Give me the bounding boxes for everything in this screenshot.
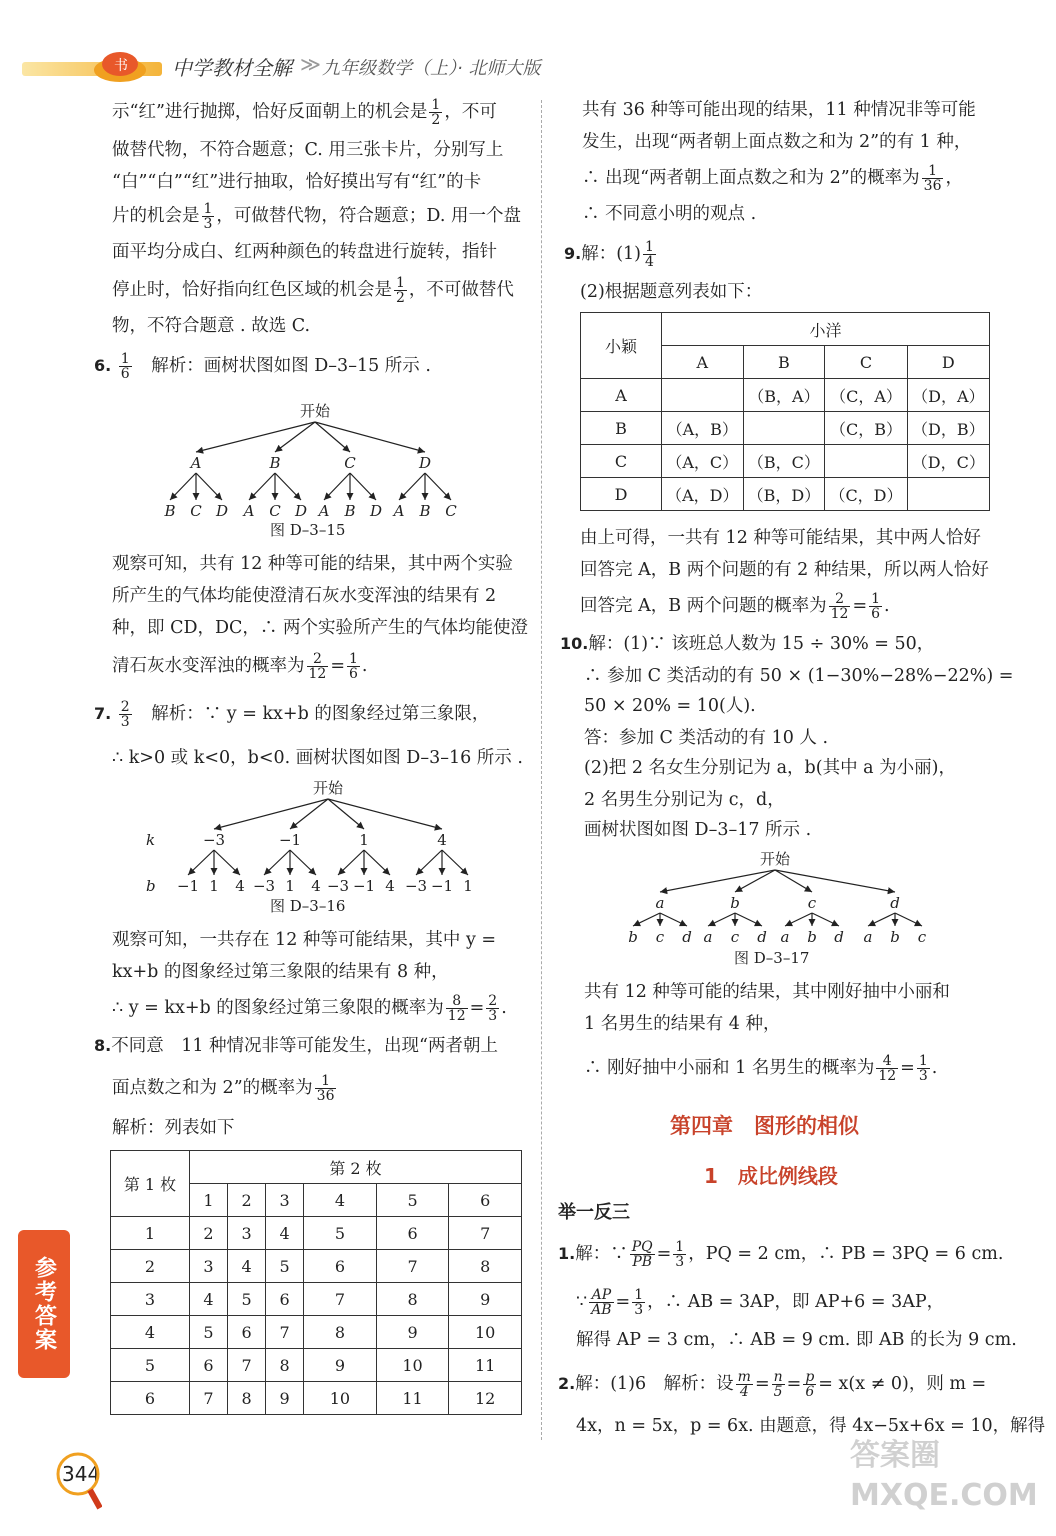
table-col-header: 1 xyxy=(190,1184,228,1217)
tree-diagram-d317 xyxy=(610,846,950,956)
table-row xyxy=(111,1349,522,1382)
fraction: $\frac{n}{5}$ xyxy=(773,1369,783,1400)
header-arrow-icon: ≫ xyxy=(300,52,321,76)
table-cell: （C，B） xyxy=(825,412,907,445)
table-cell: 5 xyxy=(190,1316,228,1349)
left-p1-line1: 示“红”进行抛掷，恰好反面朝上的机会是 $\frac{1}{2}$ ，不可 xyxy=(112,97,497,128)
q10-text1: 共有 12 种等可能的结果，其中刚好抽中小丽和 xyxy=(584,982,950,1002)
table-cell: 4 xyxy=(190,1283,228,1316)
s2-line1: 2.解：(1)6 解析：设 $\frac{m}{4}$ = $\frac{n}{5}$ = $\frac{p}{6}$ = x(x ≠ 0)，则 m = xyxy=(558,1369,987,1400)
fraction: $\frac{2}{12}$ xyxy=(830,591,849,622)
tree-branch xyxy=(249,473,275,500)
tree-leaf: c xyxy=(730,928,740,946)
q7-text2: kx+b 的图象经过第三象限的结果有 8 种， xyxy=(112,962,449,982)
q7-line: 7. $\frac{2}{3}$ 解析：∵ y = kx+b 的图象经过第三象限， xyxy=(94,699,490,730)
tree-node: C xyxy=(344,454,356,472)
header-logo-icon xyxy=(90,44,150,84)
fraction: $\frac{PQ}{PB}$ xyxy=(631,1239,653,1270)
watermark: 答案圈 MXQE.COM xyxy=(850,1438,1038,1513)
table-cell: （B，A） xyxy=(743,379,825,412)
table-cell: 11 xyxy=(376,1382,449,1415)
tree-leaf: b xyxy=(890,928,900,946)
q10-line2: ∴ 参加 C 类活动的有 50 × (1−30%−28%−22%) = xyxy=(584,666,1014,686)
tree-node: B xyxy=(269,454,281,472)
left-p1-line4: 片的机会是 $\frac{1}{3}$ ，可做替代物，符合题意；D. 用一个盘 xyxy=(112,201,521,232)
table-col-header: A xyxy=(662,346,744,379)
svg-text:书: 书 xyxy=(114,58,128,74)
table-top-header: 小洋 xyxy=(662,313,990,346)
q10-line7: 画树状图如图 D–3–17 所示 . xyxy=(584,820,812,840)
tree-node: −1 xyxy=(278,831,302,849)
table-row xyxy=(111,1382,522,1415)
fraction: $\frac{1}{3}$ xyxy=(203,201,213,232)
q6-line: 6. $\frac{1}{6}$ 解析：画树状图如图 D–3–15 所示 . xyxy=(94,351,431,382)
tree-branch xyxy=(170,473,196,500)
fraction: $\frac{2}{3}$ xyxy=(120,699,130,730)
q7-line2: ∴ k>0 或 k<0，b<0. 画树状图如图 D–3–16 所示 . xyxy=(112,748,523,768)
tree-branch xyxy=(350,473,376,500)
tree-leaf: −1 xyxy=(176,877,200,895)
magnifier-icon xyxy=(52,1452,102,1517)
table-col-header: 3 xyxy=(266,1184,304,1217)
tree-root: 开始 xyxy=(299,402,331,420)
tree-branch xyxy=(275,473,301,500)
q10-text2: 1 名男生的结果有 4 种， xyxy=(584,1014,781,1034)
tree-leaf: c xyxy=(655,928,665,946)
tree-leaf: −1 xyxy=(430,877,454,895)
tree-leaf: A xyxy=(243,502,255,520)
tree-node: 1 xyxy=(359,831,369,849)
table-cell: 10 xyxy=(449,1316,522,1349)
section-title: 1 成比例线段 xyxy=(704,1164,838,1188)
left-p1-line2: 做替代物，不符合题意；C. 用三张卡片，分别写上 xyxy=(112,140,504,160)
table-row xyxy=(581,478,990,511)
table-cell: 2 xyxy=(190,1217,228,1250)
tree-branch xyxy=(633,913,660,926)
fraction: $\frac{m}{4}$ xyxy=(737,1369,751,1400)
tree-leaf: C xyxy=(190,502,202,520)
tree-leaf: 1 xyxy=(463,877,473,895)
q6-text2: 所产生的气体均能使澄清石灰水变浑浊的结果有 2 xyxy=(112,586,497,606)
table-cell: 4 xyxy=(111,1316,190,1349)
table-cell: 7 xyxy=(304,1283,377,1316)
fraction: $\frac{2}{3}$ xyxy=(488,993,498,1024)
table-cell: 8 xyxy=(266,1349,304,1382)
tree-leaf: C xyxy=(269,502,281,520)
table-cell: 12 xyxy=(449,1382,522,1415)
q10-line3: 50 × 20% = 10(人). xyxy=(584,696,756,716)
tree-level-label: k xyxy=(146,831,156,849)
s1-line1: 1.解：∵ $\frac{PQ}{PB}$ = $\frac{1}{3}$ ，PQ = 2 cm，∴ PB = 3PQ = 6 cm. xyxy=(558,1239,1004,1270)
table-cell: 2 xyxy=(111,1250,190,1283)
fraction: $\frac{AP}{AB}$ xyxy=(591,1287,612,1318)
fraction: $\frac{1}{2}$ xyxy=(396,275,405,306)
table-cell: 8 xyxy=(228,1382,266,1415)
q9-text1: 由上可得，一共有 12 种等可能结果，其中两人恰好 xyxy=(580,528,981,548)
table-cell: （D，C） xyxy=(907,445,989,478)
table-cell xyxy=(907,478,989,511)
figure-caption-d316: 图 D–3–16 xyxy=(270,897,346,915)
tree-leaf: d xyxy=(757,928,767,946)
table-cell: （D，A） xyxy=(907,379,989,412)
table-cell: D xyxy=(581,478,662,511)
tree-leaf: D xyxy=(369,502,383,520)
tree-branch xyxy=(785,913,812,926)
table-cell: 5 xyxy=(304,1217,377,1250)
q8-analysis: 解析：列表如下 xyxy=(112,1118,235,1138)
table-corner: 第 1 枚 xyxy=(111,1151,190,1217)
table-cell: （B，C） xyxy=(743,445,825,478)
table-row xyxy=(111,1283,522,1316)
tree-leaf: C xyxy=(445,502,457,520)
table-cell: （A，B） xyxy=(662,412,744,445)
table-cell: （B，D） xyxy=(743,478,825,511)
tree-branch xyxy=(196,473,222,500)
table-cell: 4 xyxy=(266,1217,304,1250)
tree-node: b xyxy=(730,894,740,912)
q10-line4: 答：参加 C 类活动的有 10 人 . xyxy=(584,728,829,748)
tree-leaf: A xyxy=(393,502,405,520)
table-cell: 3 xyxy=(228,1217,266,1250)
table-cell: 8 xyxy=(376,1283,449,1316)
q6-text1: 观察可知，共有 12 种等可能的结果，其中两个实验 xyxy=(112,554,513,574)
table-cell: 8 xyxy=(304,1316,377,1349)
table-row xyxy=(581,379,990,412)
tree-node: 4 xyxy=(437,831,447,849)
table-row xyxy=(111,1316,522,1349)
q9-part2: (2)根据题意列表如下： xyxy=(580,282,763,302)
table-cell: 7 xyxy=(376,1250,449,1283)
tree-leaf: 4 xyxy=(385,877,395,895)
tree-leaf: 4 xyxy=(311,877,321,895)
s1-line3: 解得 AP = 3 cm，∴ AB = 9 cm. 即 AB 的长为 9 cm. xyxy=(576,1330,1017,1350)
tree-branch xyxy=(290,850,316,875)
right-p1-line1: 共有 36 种等可能出现的结果，11 种情况非等可能 xyxy=(582,100,976,120)
tree-branch xyxy=(214,850,240,875)
tree-leaf: 4 xyxy=(235,877,245,895)
q7-text1: 观察可知，一共存在 12 种等可能结果，其中 y = xyxy=(112,930,497,950)
table-cell: （D，B） xyxy=(907,412,989,445)
table-col-header: 2 xyxy=(228,1184,266,1217)
right-p1-line4: ∴ 不同意小明的观点 . xyxy=(582,204,757,224)
table-cell: 9 xyxy=(449,1283,522,1316)
table-corner: 小颖 xyxy=(581,313,662,379)
table-cell: 3 xyxy=(111,1283,190,1316)
q8-line2: 面点数之和为 2”的概率为 $\frac{1}{36}$ xyxy=(112,1073,335,1104)
fraction: $\frac{1}{6}$ xyxy=(871,591,881,622)
table-cell: A xyxy=(581,379,662,412)
tree-leaf: c xyxy=(917,928,927,946)
tree-leaf: b xyxy=(628,928,638,946)
table-cell: 6 xyxy=(111,1382,190,1415)
tree-branch xyxy=(868,913,895,926)
tree-branch xyxy=(660,870,775,892)
table-row xyxy=(111,1217,522,1250)
tree-leaf: 1 xyxy=(209,877,219,895)
tree-node: d xyxy=(890,894,900,912)
fraction: $\frac{1}{3}$ xyxy=(918,1053,928,1084)
q10-line6: 2 名男生分别记为 c，d， xyxy=(584,790,785,810)
table-cell xyxy=(743,412,825,445)
tree-leaf: D xyxy=(215,502,229,520)
fraction: $\frac{1}{36}$ xyxy=(316,1073,335,1104)
tree-branch xyxy=(895,913,922,926)
tree-branch xyxy=(338,850,364,875)
table-col-header: 6 xyxy=(449,1184,522,1217)
table-cell: 11 xyxy=(449,1349,522,1382)
tree-branch xyxy=(425,473,451,500)
right-p1-line3: ∴ 出现“两者朝上面点数之和为 2”的概率为 $\frac{1}{36}$ ， xyxy=(582,163,963,194)
tree-root: 开始 xyxy=(312,779,344,797)
figure-caption-d317: 图 D–3–17 xyxy=(734,949,810,967)
figure-caption-d315: 图 D–3–15 xyxy=(270,521,346,539)
table-cell: 7 xyxy=(228,1349,266,1382)
table-cell: 5 xyxy=(111,1349,190,1382)
fraction: $\frac{1}{4}$ xyxy=(645,239,654,270)
q10-line1: 10.解：(1)∵ 该班总人数为 15 ÷ 30% = 50， xyxy=(560,634,935,654)
tree-root: 开始 xyxy=(759,850,791,868)
tree-branch xyxy=(735,913,762,926)
table-cell: （A，D） xyxy=(662,478,744,511)
fraction: $\frac{p}{6}$ xyxy=(805,1369,815,1400)
table-cell: 1 xyxy=(111,1217,190,1250)
table-cell: B xyxy=(581,412,662,445)
tree-branch xyxy=(324,473,350,500)
table-cell: 10 xyxy=(304,1382,377,1415)
table-top-header: 第 2 枚 xyxy=(190,1151,522,1184)
left-p1-line7: 物，不符合题意 . 故选 C. xyxy=(112,316,311,336)
fraction: $\frac{8}{12}$ xyxy=(447,993,466,1024)
tree-branch xyxy=(416,850,442,875)
tree-leaf: −3 xyxy=(404,877,428,895)
tree-leaf: 1 xyxy=(285,877,295,895)
table-cell: 6 xyxy=(228,1316,266,1349)
q9-text2: 回答完 A，B 两个问题的有 2 种结果，所以两人恰好 xyxy=(580,560,989,580)
q6-text4: 清石灰水变浑浊的概率为 $\frac{2}{12}$ = $\frac{1}{6}$ . xyxy=(112,651,368,682)
tree-leaf: −1 xyxy=(352,877,376,895)
qa-table xyxy=(580,312,990,511)
table-cell: 5 xyxy=(228,1283,266,1316)
tree-leaf: B xyxy=(419,502,431,520)
table-cell xyxy=(662,379,744,412)
table-cell: 6 xyxy=(304,1250,377,1283)
table-cell: 6 xyxy=(190,1349,228,1382)
tree-leaf: D xyxy=(294,502,308,520)
left-p1-line3: “白”“白”“红”进行抽取，恰好摸出写有“红”的卡 xyxy=(112,172,482,192)
table-col-header: D xyxy=(907,346,989,379)
table-cell: 7 xyxy=(266,1316,304,1349)
table-cell: 3 xyxy=(190,1250,228,1283)
table-col-header: B xyxy=(743,346,825,379)
fraction: $\frac{2}{12}$ xyxy=(308,651,327,682)
tree-branch xyxy=(315,422,425,452)
table-col-header: 5 xyxy=(376,1184,449,1217)
fraction: $\frac{1}{3}$ xyxy=(675,1239,685,1270)
fraction: $\frac{1}{2}$ xyxy=(431,97,441,128)
left-p1-line5: 面平均分成白、红两种颜色的转盘进行旋转，指针 xyxy=(112,242,497,262)
tree-branch xyxy=(214,799,328,829)
table-cell: 5 xyxy=(266,1250,304,1283)
table-cell: （C，A） xyxy=(825,379,907,412)
column-divider xyxy=(541,100,542,1440)
side-tab: 参考答案 xyxy=(18,1230,70,1378)
fraction: $\frac{1}{36}$ xyxy=(923,163,942,194)
table-cell: 9 xyxy=(266,1382,304,1415)
table-col-header: 4 xyxy=(304,1184,377,1217)
q6-text3: 种，即 CD，DC，∴ 两个实验所产生的气体均能使澄 xyxy=(112,618,528,638)
q10-line5: (2)把 2 名女生分别记为 a，b(其中 a 为小丽)， xyxy=(584,758,956,778)
tree-node: A xyxy=(190,454,202,472)
tree-branch xyxy=(660,913,687,926)
table-cell: （C，D） xyxy=(825,478,907,511)
tree-level-label: b xyxy=(146,877,156,895)
header-brand: 中学教材全解 xyxy=(172,56,292,80)
table-cell: 8 xyxy=(449,1250,522,1283)
table-cell: 6 xyxy=(266,1283,304,1316)
tree-leaf: −3 xyxy=(252,877,276,895)
tree-leaf: −3 xyxy=(326,877,350,895)
table-cell xyxy=(825,445,907,478)
fraction: $\frac{1}{6}$ xyxy=(120,351,130,382)
tree-branch xyxy=(399,473,425,500)
tree-branch xyxy=(196,422,315,452)
chapter-title: 第四章 图形的相似 xyxy=(670,1114,859,1138)
tree-node: D xyxy=(418,454,432,472)
q8-line1: 8.不同意 11 种情况非等可能发生，出现“两者朝上 xyxy=(94,1036,498,1056)
tree-leaf: a xyxy=(780,928,790,946)
table-cell: 6 xyxy=(376,1217,449,1250)
tree-node: −3 xyxy=(202,831,226,849)
header-subtitle: 九年级数学（上）· 北师大版 xyxy=(322,58,541,79)
tree-leaf: d xyxy=(682,928,692,946)
table-row xyxy=(111,1250,522,1283)
table-cell: 10 xyxy=(376,1349,449,1382)
tree-node: c xyxy=(807,894,817,912)
q10-text3: ∴ 刚好抽中小丽和 1 名男生的概率为 $\frac{4}{12}$ = $\frac{1}{3}$ . xyxy=(584,1053,938,1084)
table-cell: （A，C） xyxy=(662,445,744,478)
tree-branch xyxy=(708,913,735,926)
q9-line: 9.解：(1) $\frac{1}{4}$ xyxy=(564,239,654,270)
tree-branch xyxy=(264,850,290,875)
tree-branch xyxy=(812,913,839,926)
table-cell: 9 xyxy=(304,1349,377,1382)
table-row xyxy=(581,445,990,478)
table-row xyxy=(581,412,990,445)
q9-text3: 回答完 A，B 两个问题的概率为 $\frac{2}{12}$ = $\frac{1}{6}$ . xyxy=(580,591,890,622)
q7-text3: ∴ y = kx+b 的图象经过第三象限的概率为 $\frac{8}{12}$ = $\frac{2}{3}$ . xyxy=(112,993,507,1024)
dice-table xyxy=(110,1150,522,1415)
left-p1-line6: 停止时，恰好指向红色区域的机会是 $\frac{1}{2}$ ，不可做替代 xyxy=(112,275,514,306)
fraction: $\frac{1}{3}$ xyxy=(634,1287,644,1318)
tree-leaf: B xyxy=(164,502,176,520)
tree-leaf: d xyxy=(834,928,844,946)
tree-branch xyxy=(364,850,390,875)
tree-branch xyxy=(188,850,214,875)
tree-leaf: b xyxy=(807,928,817,946)
subheading: 举一反三 xyxy=(558,1202,630,1223)
table-cell: 4 xyxy=(228,1250,266,1283)
page-number: 344 xyxy=(62,1462,101,1486)
fraction: $\frac{1}{6}$ xyxy=(349,651,358,682)
right-p1-line2: 发生，出现“两者朝上面点数之和为 2”的有 1 种， xyxy=(582,132,972,152)
tree-leaf: A xyxy=(318,502,330,520)
tree-leaf: a xyxy=(703,928,713,946)
tree-diagram-d316 xyxy=(140,775,480,905)
fraction: $\frac{4}{12}$ xyxy=(878,1053,897,1084)
table-col-header: C xyxy=(825,346,907,379)
s2-line2: 4x，n = 5x，p = 6x. 由题意，得 4x−5x+6x = 10，解得 xyxy=(576,1416,1046,1436)
table-cell: 9 xyxy=(376,1316,449,1349)
tree-node: a xyxy=(655,894,665,912)
table-cell: 7 xyxy=(190,1382,228,1415)
tree-diagram-d315 xyxy=(150,398,480,538)
table-cell: C xyxy=(581,445,662,478)
s1-line2: ∵ $\frac{AP}{AB}$ = $\frac{1}{3}$ ，∴ AB = 3AP，即 AP+6 = 3AP， xyxy=(576,1287,945,1318)
tree-leaf: B xyxy=(344,502,356,520)
tree-branch xyxy=(442,850,468,875)
tree-leaf: a xyxy=(863,928,873,946)
table-cell: 7 xyxy=(449,1217,522,1250)
